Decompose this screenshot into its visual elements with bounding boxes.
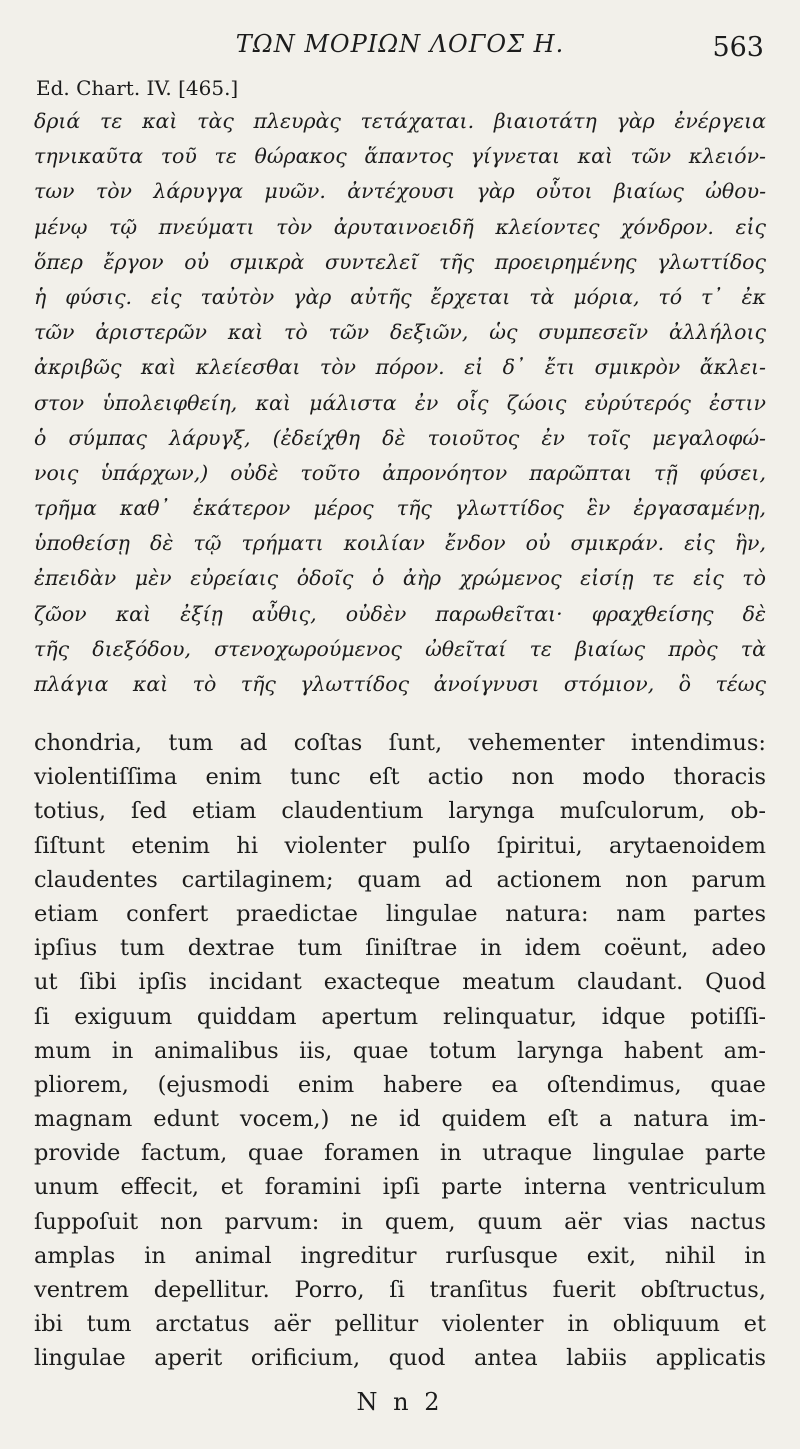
- latin-text-line: totius, ſed etiam claudentium larynga muſculorum, ob-: [34, 798, 766, 825]
- greek-text-line: πλάγια καὶ τὸ τῆς γλωττίδος ἀνοίγνυσι στόμιον, ὃ τέως: [34, 672, 766, 696]
- greek-text-line: τηνικαῦτα τοῦ τε θώρακος ἅπαντος γίγνεται καὶ τῶν κλειόν-: [34, 144, 766, 169]
- latin-text-line: ibi tum arctatus aër pellitur violenter in obliquum et: [34, 1311, 766, 1338]
- latin-text-line: ventrem depellitur. Porro, ſi tranſitus fuerit obſtructus,: [34, 1277, 766, 1303]
- greek-text-line: τρῆμα καθ᾽ ἑκάτερον μέρος τῆς γλωττίδος ἓν ἐργασαμένῃ,: [34, 496, 766, 521]
- greek-text-line: μένῳ τῷ πνεύματι τὸν ἀρυταινοειδῆ κλείοντες χόνδρον. εἰς: [34, 214, 766, 239]
- latin-text-line: mum in animalibus iis, quae totum larynga habent am-: [34, 1037, 766, 1064]
- greek-text-line: στον ὑπολειφθείη, καὶ μάλιστα ἐν οἷς ζώοις εὐρύτερός ἐστιν: [34, 390, 766, 415]
- latin-text-line: magnam edunt vocem,) ne id quidem eſt a natura im-: [34, 1106, 766, 1133]
- greek-text-line: ἀκριβῶς καὶ κλείεσθαι τὸν πόρον. εἰ δ᾽ ἔτι σμικρὸν ἄκλει-: [34, 355, 766, 380]
- latin-text-line: ſuppoſuit non parvum: in quem, quum aër vias nactus: [34, 1208, 766, 1235]
- greek-text-block: [34, 104, 766, 702]
- greek-text-line: νοις ὑπάρχων,) οὐδὲ τοῦτο ἀπρονόητον παρῶπται τῇ φύσει,: [34, 460, 766, 485]
- latin-text-line: ſi exiguum quiddam apertum relinquatur, idque potiſſi-: [34, 1003, 766, 1030]
- latin-text-line: ut ſibi ipſis incidant exacteque meatum claudant. Quod: [34, 969, 766, 996]
- latin-text-line: pliorem, (ejusmodi enim habere ea oſtendimus, quae: [34, 1071, 766, 1098]
- greek-text-line: ἐπειδὰν μὲν εὐρείαις ὁδοῖς ὁ ἀὴρ χρώμενος εἰσίῃ τε εἰς τὸ: [34, 566, 766, 591]
- latin-text-block: [34, 726, 766, 1376]
- latin-text-line: etiam confert praedictae lingulae natura: nam partes: [34, 900, 766, 927]
- greek-text-line: ὑποθείσῃ δὲ τῷ τρήματι κοιλίαν ἔνδον οὐ σμικράν. εἰς ἣν,: [34, 531, 766, 556]
- edition-reference: Ed. Chart. IV. [465.]: [36, 76, 239, 100]
- greek-text-line: ὁ σύμπας λάρυγξ, (ἐδείχθη δὲ τοιοῦτος ἐν τοῖς μεγαλοφώ-: [34, 425, 766, 450]
- greek-text-line: τῆς διεξόδου, στενοχωρούμενος ὠθεῖταί τε βιαίως πρὸς τὰ: [34, 636, 766, 661]
- latin-text-line: amplas in animal ingreditur rurſusque exit, nihil in: [34, 1242, 766, 1269]
- latin-text-line: chondria, tum ad coſtas ſunt, vehementer intendimus:: [34, 730, 766, 756]
- greek-text-line: τῶν ἀριστερῶν καὶ τὸ τῶν δεξιῶν, ὡς συμπεσεῖν ἀλλήλοις: [34, 320, 766, 345]
- latin-text-line: ipſius tum dextrae tum ſiniſtrae in idem coëunt, adeo: [34, 935, 766, 962]
- latin-text-line: claudentes cartilaginem; quam ad actionem non parum: [34, 866, 766, 893]
- page-header: [0, 28, 800, 68]
- greek-text-line: δριά τε καὶ τὰς πλευρὰς τετάχαται. βιαιοτάτη γὰρ ἐνέργεια: [34, 109, 766, 133]
- greek-text-line: των τὸν λάρυγγα μυῶν. ἀντέχουσι γὰρ οὗτοι βιαίως ὠθου-: [34, 179, 766, 204]
- signature-mark: N n 2: [356, 1388, 444, 1416]
- latin-text-line: ſiſtunt etenim hi violenter pulſo ſpiritui, arytaenoidem: [34, 832, 766, 859]
- latin-text-line: lingulae aperit orificium, quod antea labiis applicatis: [34, 1345, 766, 1372]
- greek-text-line: ἡ φύσις. εἰς ταὐτὸν γὰρ αὐτῆς ἔρχεται τὰ μόρια, τό τ᾽ ἐκ: [34, 284, 766, 309]
- latin-text-line: violentiſſima enim tunc eſt actio non modo thoracis: [34, 764, 766, 791]
- running-title: ΤΩΝ ΜΟΡΙΩΝ ΛΟΓΟΣ Η.: [235, 30, 565, 58]
- page-number: 563: [712, 32, 764, 63]
- greek-text-line: ὅπερ ἔργον οὐ σμικρὰ συντελεῖ τῆς προειρημένης γλωττίδος: [34, 249, 766, 274]
- latin-text-line: unum effecit, et foramini ipſi parte interna ventriculum: [34, 1174, 766, 1201]
- latin-text-line: provide factum, quae foramen in utraque lingulae parte: [34, 1140, 766, 1167]
- greek-text-line: ζῶον καὶ ἐξίῃ αὖθις, οὐδὲν παρωθεῖται· φραχθείσης δὲ: [34, 601, 766, 626]
